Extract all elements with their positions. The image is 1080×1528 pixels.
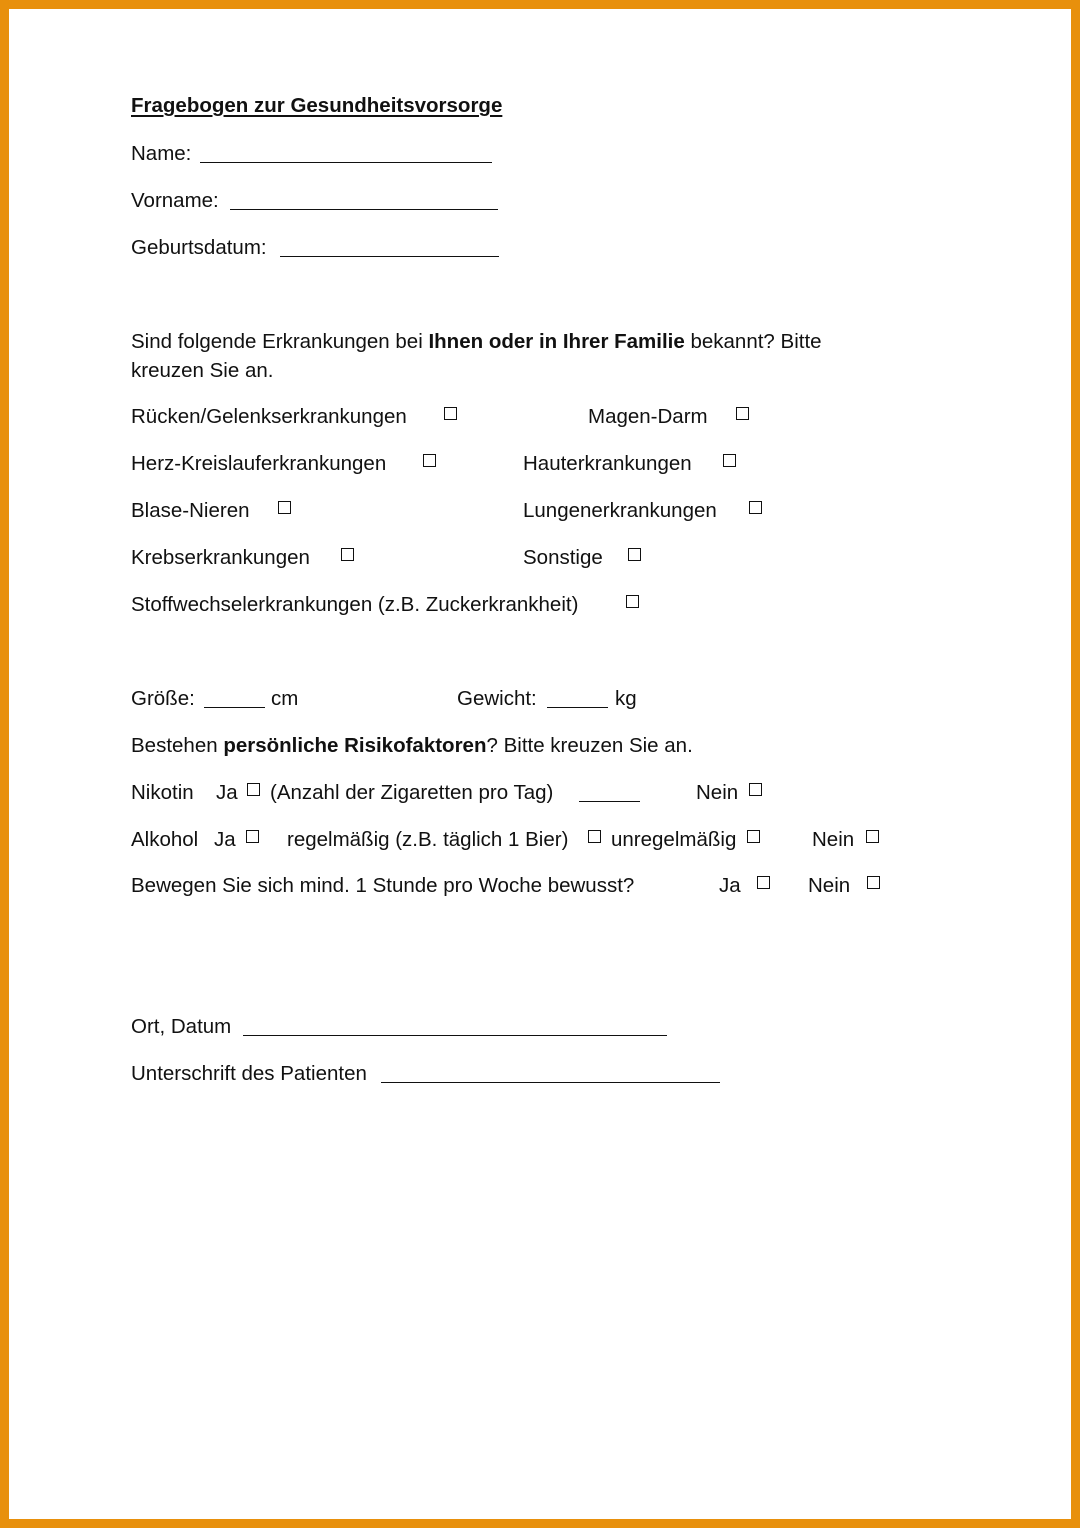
gewicht-label: Gewicht: bbox=[457, 687, 537, 710]
unterschrift-label: Unterschrift des Patienten bbox=[131, 1062, 367, 1085]
document-title: Fragebogen zur Gesundheitsvorsorge bbox=[131, 94, 503, 117]
alkohol-label: Alkohol bbox=[131, 828, 199, 851]
geburtsdatum-label: Geburtsdatum: bbox=[131, 236, 267, 259]
illness-herz-label: Herz-Kreislauferkrankungen bbox=[131, 452, 387, 475]
nikotin-nein-checkbox[interactable] bbox=[749, 783, 762, 796]
name-label: Name: bbox=[131, 142, 192, 165]
illness-sonstige-label: Sonstige bbox=[523, 546, 603, 569]
alkohol-regelmaessig-checkbox[interactable] bbox=[588, 830, 601, 843]
nikotin-anzahl-label: (Anzahl der Zigaretten pro Tag) bbox=[270, 781, 554, 804]
groesse-unit: cm bbox=[271, 687, 299, 710]
nikotin-anzahl-field[interactable] bbox=[579, 801, 640, 802]
illness-haut-checkbox[interactable] bbox=[723, 454, 736, 467]
alkohol-nein-label: Nein bbox=[812, 828, 855, 851]
risk-question-bold: persönliche Risikofaktoren bbox=[223, 734, 487, 757]
vorname-label: Vorname: bbox=[131, 189, 219, 212]
illness-question-part1: Sind folgende Erkrankungen bei bbox=[131, 330, 429, 353]
illness-question-bold: Ihnen oder in Ihrer Familie bbox=[428, 330, 685, 353]
illness-question bbox=[131, 332, 822, 353]
bewegung-nein-checkbox[interactable] bbox=[867, 876, 880, 889]
ort-datum-label: Ort, Datum bbox=[131, 1015, 232, 1038]
alkohol-unregelmaessig-checkbox[interactable] bbox=[747, 830, 760, 843]
bewegung-nein-label: Nein bbox=[808, 874, 851, 897]
gewicht-unit: kg bbox=[615, 687, 637, 710]
alkohol-nein-checkbox[interactable] bbox=[866, 830, 879, 843]
illness-question-line2: kreuzen Sie an. bbox=[131, 359, 274, 382]
ort-datum-field[interactable] bbox=[243, 1035, 667, 1036]
alkohol-unregelmaessig-label: unregelmäßig bbox=[611, 828, 737, 851]
risk-question bbox=[131, 736, 693, 757]
vorname-field[interactable] bbox=[230, 209, 498, 210]
illness-lunge-checkbox[interactable] bbox=[749, 501, 762, 514]
alkohol-ja-label: Ja bbox=[214, 828, 236, 851]
bewegung-question: Bewegen Sie sich mind. 1 Stunde pro Woche bewusst? bbox=[131, 874, 635, 897]
bewegung-ja-label: Ja bbox=[719, 874, 741, 897]
gewicht-field[interactable] bbox=[547, 707, 608, 708]
nikotin-ja-checkbox[interactable] bbox=[247, 783, 260, 796]
illness-sonstige-checkbox[interactable] bbox=[628, 548, 641, 561]
illness-ruecken-label: Rücken/Gelenkserkrankungen bbox=[131, 405, 407, 428]
illness-blase-label: Blase-Nieren bbox=[131, 499, 250, 522]
bewegung-ja-checkbox[interactable] bbox=[757, 876, 770, 889]
illness-krebs-label: Krebserkrankungen bbox=[131, 546, 310, 569]
alkohol-ja-checkbox[interactable] bbox=[246, 830, 259, 843]
unterschrift-field[interactable] bbox=[381, 1082, 720, 1083]
groesse-field[interactable] bbox=[204, 707, 265, 708]
illness-magen-label: Magen-Darm bbox=[588, 405, 708, 428]
geburtsdatum-field[interactable] bbox=[280, 256, 499, 257]
illness-krebs-checkbox[interactable] bbox=[341, 548, 354, 561]
illness-lunge-label: Lungenerkrankungen bbox=[523, 499, 717, 522]
illness-stoffwechsel-checkbox[interactable] bbox=[626, 595, 639, 608]
name-field[interactable] bbox=[200, 162, 492, 163]
nikotin-ja-label: Ja bbox=[216, 781, 238, 804]
risk-question-part2: ? Bitte kreuzen Sie an. bbox=[486, 734, 693, 757]
illness-question-part2: bekannt? Bitte bbox=[684, 330, 822, 353]
illness-haut-label: Hauterkrankungen bbox=[523, 452, 692, 475]
nikotin-label: Nikotin bbox=[131, 781, 194, 804]
illness-magen-checkbox[interactable] bbox=[736, 407, 749, 420]
illness-ruecken-checkbox[interactable] bbox=[444, 407, 457, 420]
alkohol-regelmaessig-label: regelmäßig (z.B. täglich 1 Bier) bbox=[287, 828, 569, 851]
nikotin-nein-label: Nein bbox=[696, 781, 739, 804]
illness-herz-checkbox[interactable] bbox=[423, 454, 436, 467]
risk-question-part1: Bestehen bbox=[131, 734, 224, 757]
illness-blase-checkbox[interactable] bbox=[278, 501, 291, 514]
groesse-label: Größe: bbox=[131, 687, 195, 710]
illness-stoffwechsel-label: Stoffwechselerkrankungen (z.B. Zuckerkrankheit) bbox=[131, 593, 579, 616]
